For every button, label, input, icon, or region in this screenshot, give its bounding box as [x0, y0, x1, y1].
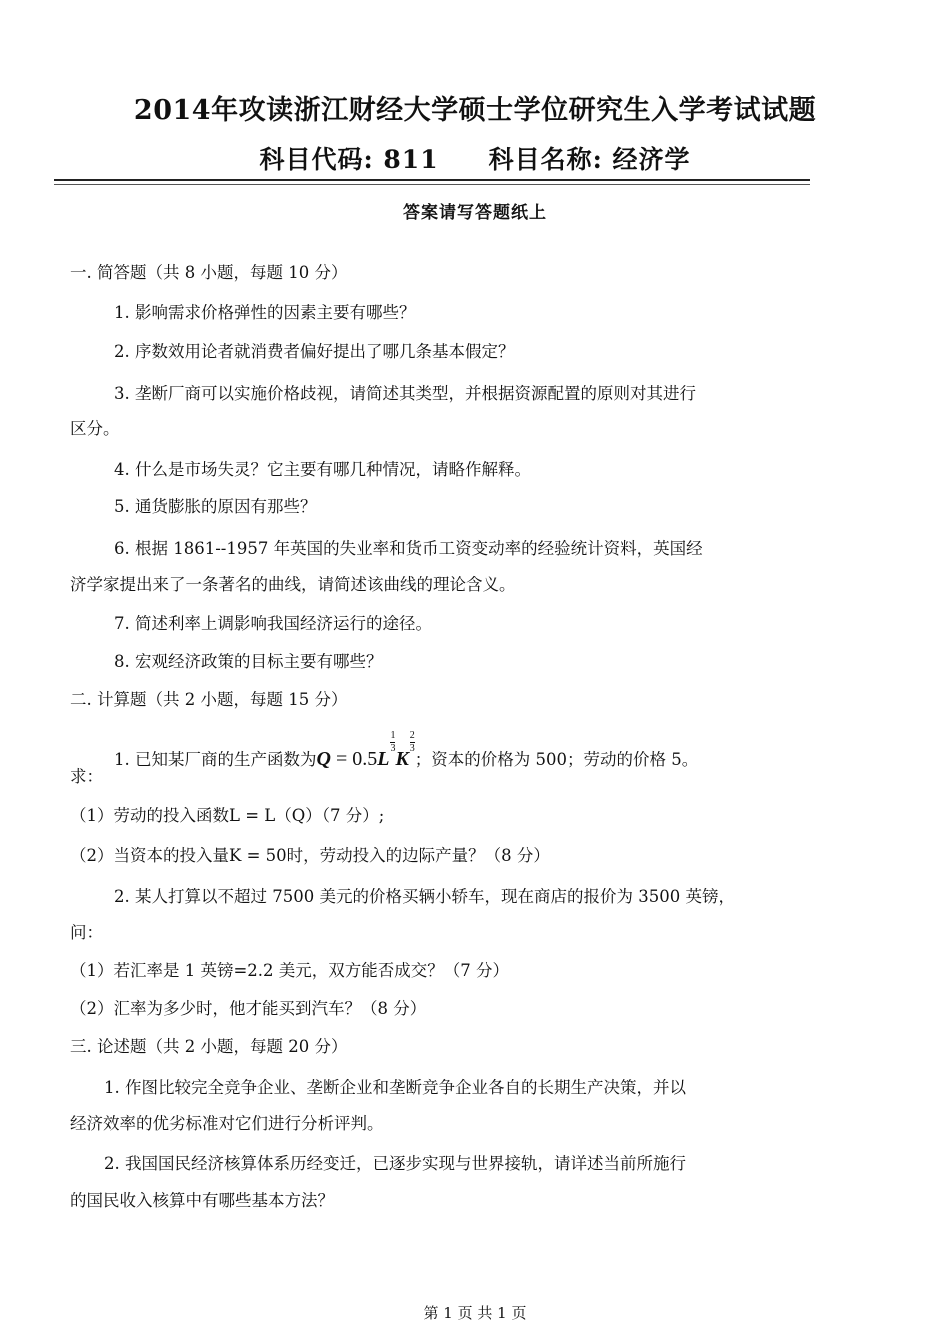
subject-code: 科目代码: 811 [259, 145, 439, 174]
formula-k-den: 3 [409, 743, 415, 754]
subject-line [0, 140, 950, 176]
s2-question-1-sub2: （2）当资本的投入量K = 50时，劳动投入的边际产量？（8 分） [70, 846, 550, 865]
formula-l: L [377, 748, 390, 770]
s3-question-1-line1: 1. 作图比较完全竞争企业、垄断企业和垄断竞争企业各自的长期生产决策，并以 [104, 1078, 686, 1097]
s2-question-1-line1 [114, 731, 698, 771]
s1-question-1: 1. 影响需求价格弹性的因素主要有哪些？ [114, 303, 416, 322]
section3-heading: 三. 论述题（共 2 小题，每题 20 分） [70, 1037, 348, 1056]
formula-k: K [395, 748, 409, 770]
s2-question-1-sub1: （1）劳动的投入函数L = L（Q）（7 分）; [70, 806, 385, 825]
formula-q: Q [316, 748, 331, 770]
subject-name: 科目名称: 经济学 [488, 145, 691, 174]
s2-q1-prefix: 1. 已知某厂商的生产函数为 [114, 750, 317, 769]
page-number: 第 1 页 共 1 页 [423, 1304, 527, 1322]
s2-question-1-ask: 求： [70, 767, 103, 786]
section1-heading: 一. 简答题（共 8 小题，每题 10 分） [70, 263, 348, 282]
s1-question-6-line1: 6. 根据 1861--1957 年英国的失业率和货币工资变动率的经验统计资料，英国经 [114, 539, 703, 558]
formula-eq: = 0.5 [330, 748, 378, 770]
s3-question-2-line1: 2. 我国国民经济核算体系历经变迁，已逐步实现与世界接轨，请详述当前所施行 [104, 1154, 686, 1173]
s2-q1-suffix: ；资本的价格为 500；劳动的价格 5。 [414, 750, 699, 769]
formula-k-num: 2 [409, 730, 415, 741]
s3-question-2-line2: 的国民收入核算中有哪些基本方法？ [70, 1191, 334, 1210]
header-rule-thick [54, 179, 810, 181]
s1-question-8: 8. 宏观经济政策的目标主要有哪些？ [114, 652, 383, 671]
s3-question-1-line2: 经济效率的优劣标准对它们进行分析评判。 [70, 1114, 384, 1133]
s1-question-2: 2. 序数效用论者就消费者偏好提出了哪几条基本假定？ [114, 342, 515, 361]
s1-question-3-line1: 3. 垄断厂商可以实施价格歧视，请简述其类型，并根据资源配置的原则对其进行 [114, 384, 696, 403]
formula-l-num: 1 [390, 730, 396, 741]
formula-l-den: 3 [390, 743, 396, 754]
s1-question-6-line2: 济学家提出来了一条著名的曲线，请简述该曲线的理论含义。 [70, 575, 516, 594]
production-function-formula [316, 730, 415, 770]
s1-question-7: 7. 简述利率上调影响我国经济运行的途径。 [114, 614, 432, 633]
section2-heading: 二. 计算题（共 2 小题，每题 15 分） [70, 690, 348, 709]
s2-question-2-sub1: （1）若汇率是 1 英镑=2.2 美元，双方能否成交？（7 分） [70, 961, 510, 980]
s2-question-2-line1: 2. 某人打算以不超过 7500 美元的价格买辆小轿车，现在商店的报价为 3500 英镑， [114, 887, 735, 906]
exam-title: 2014年攻读浙江财经大学硕士学位研究生入学考试试题 [133, 95, 817, 126]
answer-notice: 答案请写答题纸上 [403, 203, 547, 223]
s2-question-2-sub2: （2）汇率为多少时，他才能买到汽车？（8 分） [70, 999, 427, 1018]
s1-question-3-line2: 区分。 [70, 419, 120, 438]
header-rule-thin [54, 184, 810, 185]
s2-question-2-ask: 问： [70, 923, 103, 942]
s1-question-5: 5. 通货膨胀的原因有那些？ [114, 497, 317, 516]
s1-question-4: 4. 什么是市场失灵？它主要有哪几种情况，请略作解释。 [114, 460, 531, 479]
